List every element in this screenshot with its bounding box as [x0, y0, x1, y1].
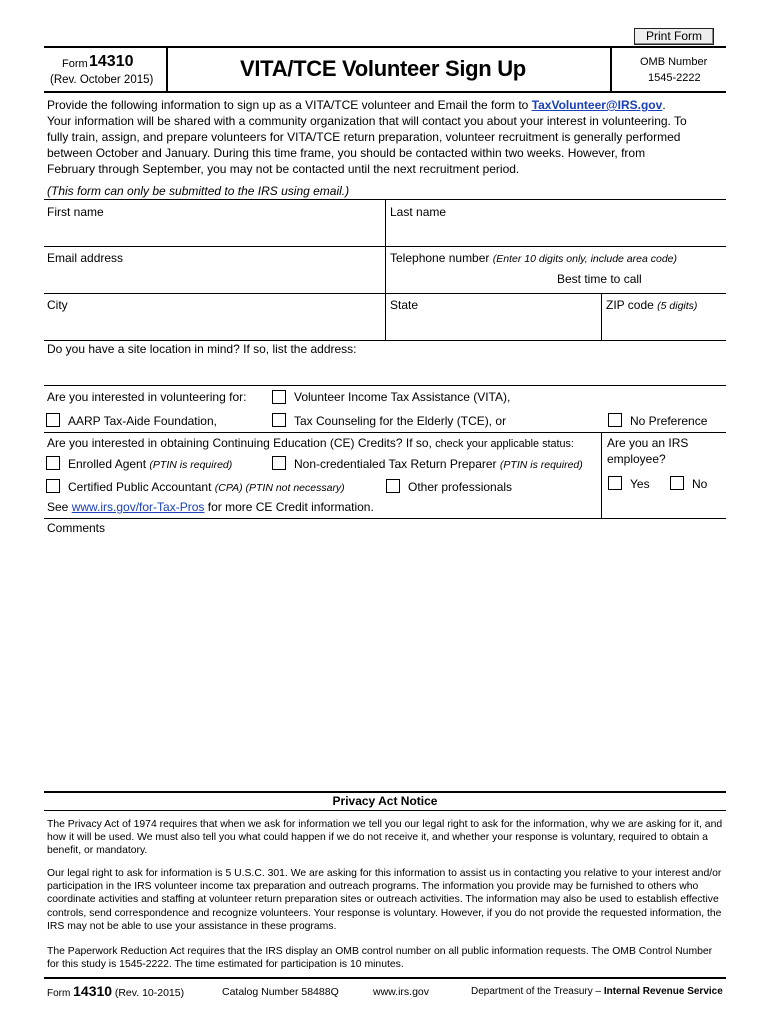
footer-form-number: 14310 [73, 983, 113, 999]
form-word: Form [62, 58, 88, 70]
omb-label: OMB Number [640, 56, 708, 68]
footer-website: www.irs.gov [373, 986, 430, 998]
ce-see-tail: for more CE Credit information. [207, 500, 374, 514]
no-preference-label: No Preference [630, 414, 708, 428]
rule-site-top [44, 340, 726, 341]
enrolled-agent-checkbox[interactable] [46, 456, 60, 470]
intro-lead: Provide the following information to sign up as a VITA/TCE volunteer and Email the form to [47, 98, 532, 112]
telephone-label [390, 251, 677, 266]
intro-line-1: Provide the following information to sign up as a VITA/TCE volunteer and Email the form to TaxVolunteer@IRS.gov. [47, 98, 666, 112]
aarp-checkbox[interactable] [46, 413, 60, 427]
divider-irs-employee [601, 432, 602, 518]
footer-department-text: Department of the Treasury – [471, 986, 604, 997]
divider-state [601, 293, 602, 340]
footer-irs-name: Internal Revenue Service [603, 986, 723, 997]
irs-employee-yes-label: Yes [630, 477, 650, 491]
telephone-hint: (Enter 10 digits only, include area code) [492, 253, 677, 265]
site-location-field[interactable] [45, 358, 724, 383]
enrolled-agent-text: Enrolled Agent [68, 457, 147, 471]
vita-checkbox[interactable] [272, 390, 286, 404]
cpa-checkbox[interactable] [46, 479, 60, 493]
zip-label [606, 298, 697, 313]
city-field[interactable] [45, 313, 383, 338]
footer-revision: (Rev. 10-2015) [114, 987, 185, 999]
header-top-rule [44, 46, 726, 48]
comments-field[interactable] [45, 538, 724, 788]
cpa-text: Certified Public Accountant [68, 480, 212, 494]
tce-label: Tax Counseling for the Elderly (TCE), or [294, 414, 507, 428]
irs-employee-no-label: No [692, 477, 708, 491]
zip-field[interactable] [604, 313, 724, 338]
print-form-button[interactable]: Print Form [634, 28, 714, 45]
rule-ce-top [44, 432, 726, 433]
zip-label-text: ZIP code [606, 298, 654, 312]
divider-city [385, 293, 386, 340]
noncredentialed-hint: (PTIN is required) [499, 459, 583, 471]
intro-line-3: fully train, assign, and prepare volunteers for VITA/TCE return preparation, volunteer recruitment is generally performed [47, 130, 681, 144]
telephone-field[interactable] [388, 266, 548, 291]
form-revision: (Rev. October 2015) [50, 74, 154, 86]
divider-email [385, 246, 386, 293]
footer-department [471, 985, 723, 999]
volunteer-email-link[interactable]: TaxVolunteer@IRS.gov [531, 98, 663, 112]
ce-question-tail: check your applicable status: [435, 438, 574, 450]
best-time-label: Best time to call [557, 272, 642, 286]
enrolled-agent-label [68, 457, 232, 472]
privacy-paragraph-1: The Privacy Act of 1974 requires that when we ask for information we tell you our legal right to ask for the information, why we are asking for it, and how it will be used. We must also tell you what could happen if we do not receive it, and whether your response is voluntary, required to obtain a benefit, or mandatory. [47, 819, 723, 857]
irs-employee-no-checkbox[interactable] [670, 476, 684, 490]
no-preference-checkbox[interactable] [608, 413, 622, 427]
irs-employee-question-l2: employee? [607, 452, 666, 466]
aarp-label: AARP Tax-Aide Foundation, [68, 414, 217, 428]
last-name-field[interactable] [388, 220, 724, 244]
first-name-label: First name [47, 205, 104, 219]
city-label: City [47, 298, 68, 312]
privacy-title: Privacy Act Notice [332, 794, 438, 808]
irs-employee-yes-checkbox[interactable] [608, 476, 622, 490]
header-divider-right [610, 47, 612, 91]
rule-privacy-title-bottom [44, 810, 726, 811]
ce-info-line [47, 500, 374, 514]
privacy-paragraph-2: Our legal right to ask for information is 5 U.S.C. 301. We are asking for this information to assist us in contacting you relative to your interest and/or participation in the IRS volunteer income tax preparation and outreach programs. The information you provide may be furnished to others who coordinate activities and staffing at volunteer return preparation sites or outreach activities. The information may also be used to establish effective controls, send correspondence and recognize volunteers. Your response is voluntary. However, if you do not provide the requested information, the IRS may not be able to use your assistance in these programs. [47, 868, 722, 932]
noncredentialed-label [294, 457, 583, 472]
rule-footer-top [44, 977, 726, 979]
email-only-note: (This form can only be submitted to the IRS using email.) [47, 184, 350, 198]
email-field[interactable] [45, 266, 383, 291]
email-label: Email address [47, 251, 124, 265]
intro-line-2: Your information will be shared with a community organization that will contact you about your interest in volunteering. To [47, 114, 687, 128]
header-bottom-rule [44, 91, 726, 93]
rule-privacy-top [44, 791, 726, 793]
cpa-label [68, 480, 345, 495]
form-number: 14310 [89, 53, 134, 70]
tce-checkbox[interactable] [272, 413, 286, 427]
footer-form-word: Form [47, 988, 71, 999]
rule-comments-top [44, 518, 726, 519]
tax-pros-link[interactable]: www.irs.gov/for-Tax-Pros [71, 500, 205, 514]
vita-label: Volunteer Income Tax Assistance (VITA), [294, 390, 511, 404]
intro-line-4: between October and January. During this time frame, you should be contacted within two weeks. However, from [47, 146, 646, 160]
volunteer-question: Are you interested in volunteering for: [47, 390, 247, 404]
ce-question [47, 436, 574, 451]
noncredentialed-checkbox[interactable] [272, 456, 286, 470]
intro-line-5: February through September, you may not be contacted until the next recruitment period. [47, 162, 520, 176]
page-title: VITA/TCE Volunteer Sign Up [240, 56, 526, 81]
divider-name [385, 199, 386, 246]
state-label: State [390, 298, 419, 312]
first-name-field[interactable] [45, 220, 383, 244]
footer-form-id [47, 984, 184, 1001]
last-name-label: Last name [390, 205, 447, 219]
site-location-label: Do you have a site location in mind? If so, list the address: [47, 342, 357, 356]
header-divider-left [166, 47, 168, 91]
state-field[interactable] [388, 313, 599, 338]
noncredentialed-text: Non-credentialed Tax Return Preparer [294, 457, 497, 471]
rule-volunteer-top [44, 385, 726, 386]
zip-hint: (5 digits) [657, 300, 698, 312]
omb-number: 1545-2222 [648, 72, 701, 84]
other-professionals-label: Other professionals [408, 480, 513, 494]
cpa-hint: (CPA) (PTIN not necessary) [214, 482, 345, 494]
irs-employee-question-l1: Are you an IRS [607, 436, 689, 450]
telephone-label-text: Telephone number [390, 251, 490, 265]
privacy-paragraph-3: The Paperwork Reduction Act requires that the IRS display an OMB control number on all public information requests. The OMB Control Number for this study is 1545-2222. The time estimated for participation is 10 minutes. [47, 946, 713, 971]
enrolled-agent-hint: (PTIN is required) [149, 459, 233, 471]
comments-label: Comments [47, 521, 106, 535]
other-professionals-checkbox[interactable] [386, 479, 400, 493]
ce-see-text: See [47, 500, 69, 514]
footer-catalog: Catalog Number 58488Q [222, 986, 339, 998]
ce-question-text: Are you interested in obtaining Continuing Education (CE) Credits? If so, [47, 436, 432, 450]
